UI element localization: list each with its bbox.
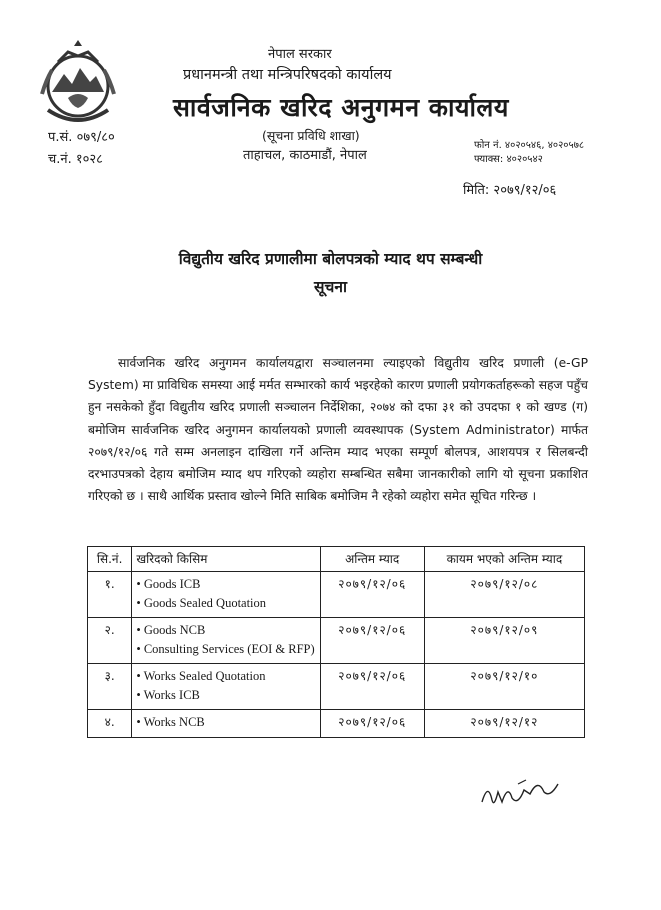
notice-body [88, 352, 588, 507]
row-deadline: २०७९/१२/०६ [320, 618, 424, 664]
header-new-deadline: कायम भएको अन्तिम म्याद [424, 547, 584, 572]
phone-number: फोन नं. ४०२०५४६, ४०२०५७८ [474, 140, 585, 151]
list-item: • Works Sealed Quotation [136, 667, 315, 686]
row-new-deadline: २०७९/१२/०८ [424, 572, 584, 618]
list-item: • Goods ICB [136, 575, 315, 594]
office-name: सार्वजनिक खरिद अनुगमन कार्यालय [173, 93, 509, 122]
list-item: • Goods NCB [136, 621, 315, 640]
table-row [88, 710, 585, 738]
list-item: • Works NCB [136, 713, 315, 732]
row-serial: ४. [88, 710, 132, 738]
row-serial: १. [88, 572, 132, 618]
dispatch-number: च.नं. १०२८ [48, 152, 103, 167]
row-types [132, 664, 320, 710]
notice-title: विद्युतीय खरिद प्रणालीमा बोलपत्रको म्याद थप सम्बन्धी [178, 250, 483, 268]
table-row [88, 664, 585, 710]
nepal-emblem-icon [38, 40, 118, 128]
header-serial: सि.नं. [88, 547, 132, 572]
row-serial: २. [88, 618, 132, 664]
row-deadline: २०७९/१२/०६ [320, 710, 424, 738]
deadline-table [87, 546, 585, 738]
row-new-deadline: २०७९/१२/१० [424, 664, 584, 710]
list-item: • Works ICB [136, 686, 315, 705]
notice-body-text: सार्वजनिक खरिद अनुगमन कार्यालयद्वारा सञ्चालनमा ल्याइएको विद्युतीय खरिद प्रणाली (e-GP System) मा प्राविधिक समस्या आई मर्मत सम्भारको कार्य भइरहेको कारण प्रणाली प्रयोगकर्ताहरूको सहज पहुँच हुन नसकेको हुँदा विद्युतीय खरिद प्रणाली सञ्चालन निर्देशिका, २०७४ को दफा ३१ को उपदफा १ को खण्ड (ग) बमोजिम सार्वजनिक खरिद अनुगमन कार्यालयको प्रणाली व्यवस्थापक (System Administrator) मार्फत २०७९/१२/०६ गते सम्म अनलाइन दाखिला गर्ने अन्तिम म्याद भएका सम्पूर्ण बोलपत्र, आशयपत्र र सिलबन्दी दरभाउपत्रको देहाय बमोजिम म्याद थप गरिएको व्यहोरा सम्बन्धित सबैमा जानकारीको लागि यो सूचना प्रकाशित गरिएको छ । साथै आर्थिक प्रस्ताव खोल्ने मिति साबिक बमोजिम नै रहेको व्यहोरा समेत सूचित गरिन्छ । [88, 356, 588, 504]
reference-number: प.सं. ०७९/८० [48, 130, 115, 145]
header-procurement-type: खरिदको किसिम [132, 547, 320, 572]
row-types [132, 710, 320, 738]
office-address: ताहाचल, काठमाडौं, नेपाल [243, 148, 367, 163]
government-name: नेपाल सरकार [268, 47, 332, 62]
row-types [132, 618, 320, 664]
row-new-deadline: २०७९/१२/१२ [424, 710, 584, 738]
fax-number: फ्याक्स: ४०२०५४२ [474, 154, 543, 165]
notice-subtitle: सूचना [314, 278, 347, 296]
ministry-name: प्रधानमन्त्री तथा मन्त्रिपरिषदको कार्यालय [183, 67, 392, 83]
row-deadline: २०७९/१२/०६ [320, 664, 424, 710]
list-item: • Consulting Services (EOI & RFP) [136, 640, 315, 659]
row-types [132, 572, 320, 618]
row-serial: ३. [88, 664, 132, 710]
list-item: • Goods Sealed Quotation [136, 594, 315, 613]
table-row [88, 618, 585, 664]
row-deadline: २०७९/१२/०६ [320, 572, 424, 618]
notice-date: मिति: २०७९/१२/०६ [463, 183, 557, 198]
row-new-deadline: २०७९/१२/०९ [424, 618, 584, 664]
signature-icon [478, 772, 568, 812]
table-header-row [88, 547, 585, 572]
header-deadline: अन्तिम म्याद [320, 547, 424, 572]
table-row [88, 572, 585, 618]
branch-name: (सूचना प्रविधि शाखा) [262, 128, 360, 143]
